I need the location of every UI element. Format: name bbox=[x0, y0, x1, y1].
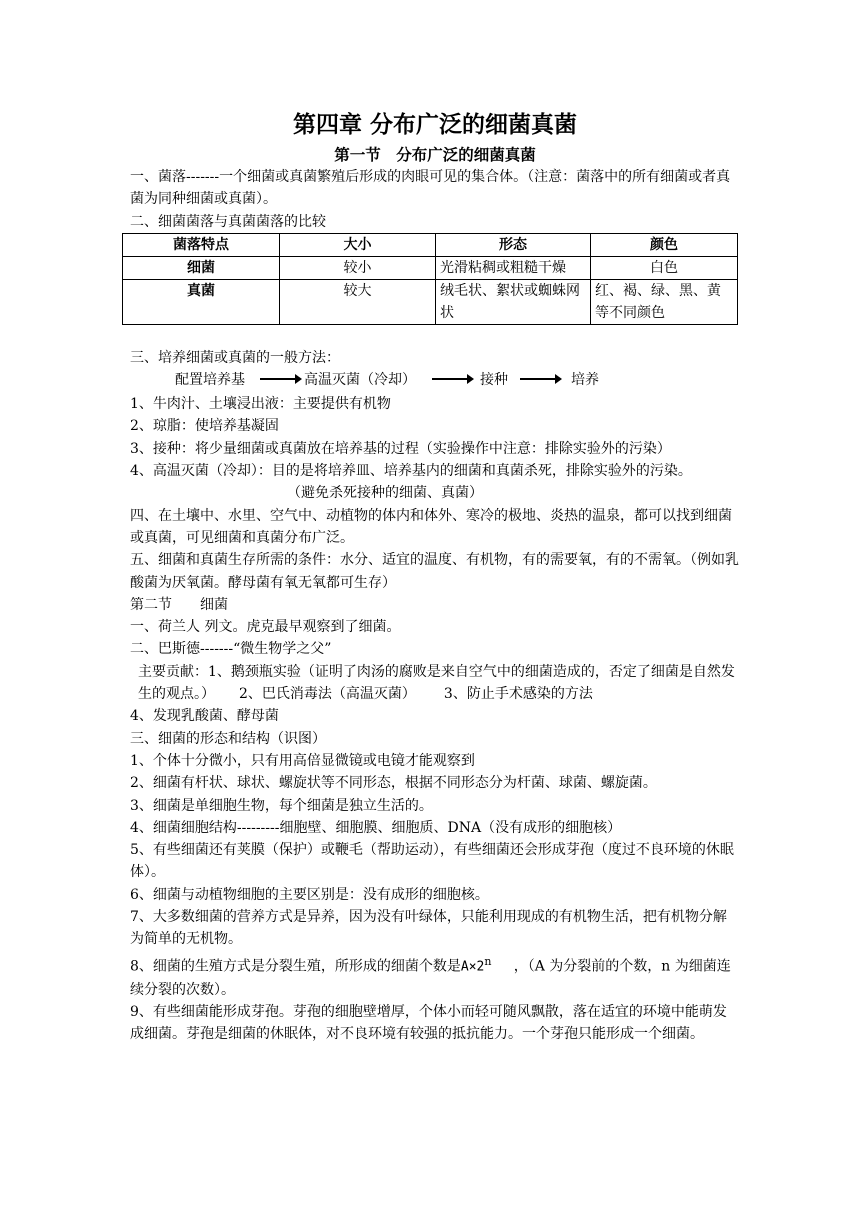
formula-explanation: ，（A 为分裂前的个数，n 为细菌连续分裂的次数）。 bbox=[130, 958, 731, 998]
list-item: 2、琼脂：使培养基凝固 bbox=[130, 418, 279, 435]
arrow-right-icon bbox=[260, 378, 300, 380]
flow-step: 配置培养基 bbox=[175, 372, 245, 389]
contribution-1: 主要贡献：1、鹅颈瓶实验（证明了肉汤的腐败是来自空气中的细菌造成的，否定了细菌是自然发生的观点。） bbox=[138, 663, 735, 703]
paragraph: 4、发现乳酸菌、酵母菌 bbox=[130, 708, 279, 725]
table-cell: 白色 bbox=[591, 256, 738, 279]
table-cell: 细菌 bbox=[123, 256, 280, 279]
list-item: 4、高温灭菌（冷却）：目的是将培养皿、培养基内的细菌和真菌杀死，排除实验外的污染。 bbox=[130, 463, 692, 480]
paragraph-comparison-heading: 二、细菌菌落与真菌菌落的比较 bbox=[130, 213, 326, 230]
contribution-2: 2、巴氏消毒法（高温灭菌） bbox=[239, 686, 416, 703]
table-header-cell: 颜色 bbox=[591, 233, 738, 256]
list-item-note: （避免杀死接种的细菌、真菌） bbox=[287, 485, 483, 502]
flow-step: 培养 bbox=[571, 372, 599, 389]
list-item: 3、细菌是单细胞生物，每个细菌是独立生活的。 bbox=[130, 797, 433, 814]
paragraph-culture-method: 三、培养细菌或真菌的一般方法： bbox=[130, 349, 340, 366]
formula: A×2 bbox=[460, 959, 485, 975]
paragraph: 一、荷兰人 列文。虎克最早观察到了细菌。 bbox=[130, 619, 401, 636]
document-page bbox=[130, 110, 740, 1045]
table-header-row bbox=[123, 233, 738, 256]
list-item: 7、大多数细菌的营养方式是异养，因为没有叶绿体，只能利用现成的有机物生活，把有机物分解为简单的无机物。 bbox=[130, 909, 727, 948]
list-item: 4、细菌细胞结构---------细胞壁、细胞膜、细胞质、DNA（没有成形的细胞核） bbox=[130, 819, 622, 836]
list-item: 5、有些细菌还有荚膜（保护）或鞭毛（帮助运动），有些细菌还会形成芽孢（度过不良环境的休眠体）。 bbox=[130, 842, 734, 881]
table-cell: 较大 bbox=[280, 279, 436, 324]
chapter-title: 第四章 分布广泛的细菌真菌 bbox=[292, 112, 577, 138]
flow-step: 接种 bbox=[480, 372, 508, 389]
colony-comparison-table bbox=[122, 233, 738, 325]
table-cell: 绒毛状、絮状或蜘蛛网状 bbox=[436, 279, 591, 324]
arrow-right-icon bbox=[520, 378, 560, 380]
table-cell: 光滑粘稠或粗糙干燥 bbox=[436, 256, 591, 279]
list-item: 1、牛肉汁、土壤浸出液：主要提供有机物 bbox=[130, 396, 391, 413]
table-header-cell: 菌落特点 bbox=[123, 233, 280, 256]
paragraph-contributions bbox=[130, 661, 740, 706]
formula-exponent: n bbox=[484, 954, 492, 968]
table-header-cell: 大小 bbox=[280, 233, 436, 256]
table-row bbox=[123, 256, 738, 279]
list-item: 6、细菌与动植物细胞的主要区别是：没有成形的细胞核。 bbox=[130, 886, 489, 903]
paragraph-colony-definition: 一、菌落-------一个细菌或真菌繁殖后形成的肉眼可见的集合体。（注意：菌落中的所有细菌或者真菌为同种细菌或真菌）。 bbox=[130, 169, 731, 208]
paragraph: 二、巴斯德-------“微生物学之父” bbox=[130, 641, 332, 658]
table-cell: 较小 bbox=[280, 256, 436, 279]
list-item: 9、有些细菌能形成芽孢。芽孢的细胞壁增厚，个体小而轻可随风飘散，落在适宜的环境中能萌发成细菌。芽孢是细菌的休眠体，对不良环境有较强的抵抗能力。一个芽孢只能形成一个细菌。 bbox=[130, 1003, 727, 1043]
section-title-bacteria: 第二节 细菌 bbox=[130, 596, 228, 613]
list-item-formula bbox=[130, 951, 740, 1001]
list-item: 2、细菌有杆状、球状、螺旋状等不同形态，根据不同形态分为杆菌、球菌、螺旋菌。 bbox=[130, 775, 657, 792]
flow-step: 高温灭菌（冷却） bbox=[304, 372, 416, 389]
table-cell: 真菌 bbox=[123, 279, 280, 324]
table-header-cell: 形态 bbox=[436, 233, 591, 256]
formula-lead-text: 8、细菌的生殖方式是分裂生殖，所形成的细菌个数是 bbox=[130, 958, 461, 975]
contribution-3: 3、防止手术感染的方法 bbox=[443, 686, 593, 703]
list-item: 1、个体十分微小，只有用高倍显微镜或电镜才能观察到 bbox=[130, 752, 475, 769]
table-cell: 红、褐、绿、黑、黄等不同颜色 bbox=[591, 279, 738, 324]
table-row bbox=[123, 279, 738, 324]
list-item: 3、接种：将少量细菌或真菌放在培养基的过程（实验操作中注意：排除实验外的污染） bbox=[130, 440, 671, 457]
arrow-right-icon bbox=[432, 378, 472, 380]
culture-flow-diagram bbox=[130, 369, 740, 393]
paragraph: 三、细菌的形态和结构（识图） bbox=[130, 730, 326, 747]
paragraph-distribution: 四、在土壤中、水里、空气中、动植物的体内和体外、寒冷的极地、炎热的温泉，都可以找到细菌或真菌，可见细菌和真菌分布广泛。 bbox=[130, 507, 732, 546]
section-title: 第一节 分布广泛的细菌真菌 bbox=[334, 146, 536, 164]
paragraph-conditions: 五、细菌和真菌生存所需的条件：水分、适宜的温度、有机物，有的需要氧，有的不需氧。（例如乳酸菌为厌氧菌。酵母菌有氧无氧都可生存） bbox=[130, 552, 739, 591]
